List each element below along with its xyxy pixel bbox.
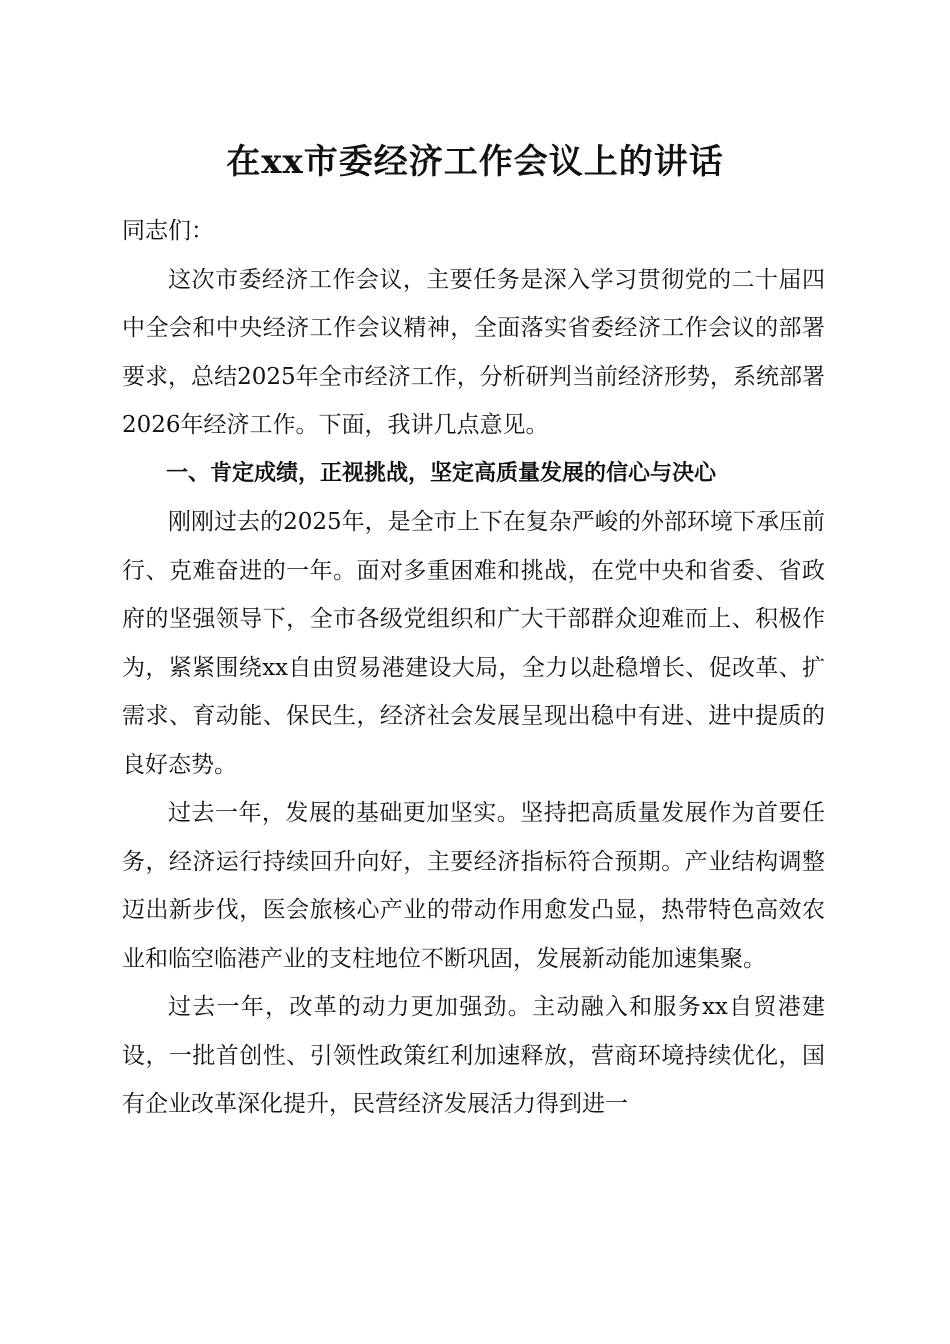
salutation: 同志们： (122, 218, 214, 244)
document-body (122, 207, 825, 1129)
body-paragraph: 过去一年，改革的动力更加强劲。主动融入和服务xx自贸港建设，一批首创性、引领性政策红利加速释放，营商环境持续优化，国有企业改革深化提升，民营经济发展活力得到进一 (122, 994, 825, 1117)
intro-paragraph: 这次市委经济工作会议，主要任务是深入学习贯彻党的二十届四中全会和中央经济工作会议精神，全面落实省委经济工作会议的部署要求，总结2025年全市经济工作，分析研判当前经济形势，系统部署2026年经济工作。下面，我讲几点意见。 (122, 266, 825, 438)
body-paragraph: 刚刚过去的2025年，是全市上下在复杂严峻的外部环境下承压前行、克难奋进的一年。面对多重困难和挑战，在党中央和省委、省政府的坚强领导下，全市各级党组织和广大干部群众迎难而上、积极作为，紧紧围绕xx自由贸易港建设大局，全力以赴稳增长、促改革、扩需求、育动能、保民生，经济社会发展呈现出稳中有进、进中提质的良好态势。 (122, 509, 825, 778)
body-paragraph: 过去一年，发展的基础更加坚实。坚持把高质量发展作为首要任务，经济运行持续回升向好，主要经济指标符合预期。产业结构调整迈出新步伐，医会旅核心产业的带动作用愈发凸显，热带特色高效农业和临空临港产业的支柱地位不断巩固，发展新动能加速集聚。 (122, 800, 825, 972)
section-heading: 一、肯定成绩，正视挑战，坚定高质量发展的信心与决心 (166, 460, 717, 486)
document-title: 在xx市委经济工作会议上的讲话 (226, 142, 724, 182)
